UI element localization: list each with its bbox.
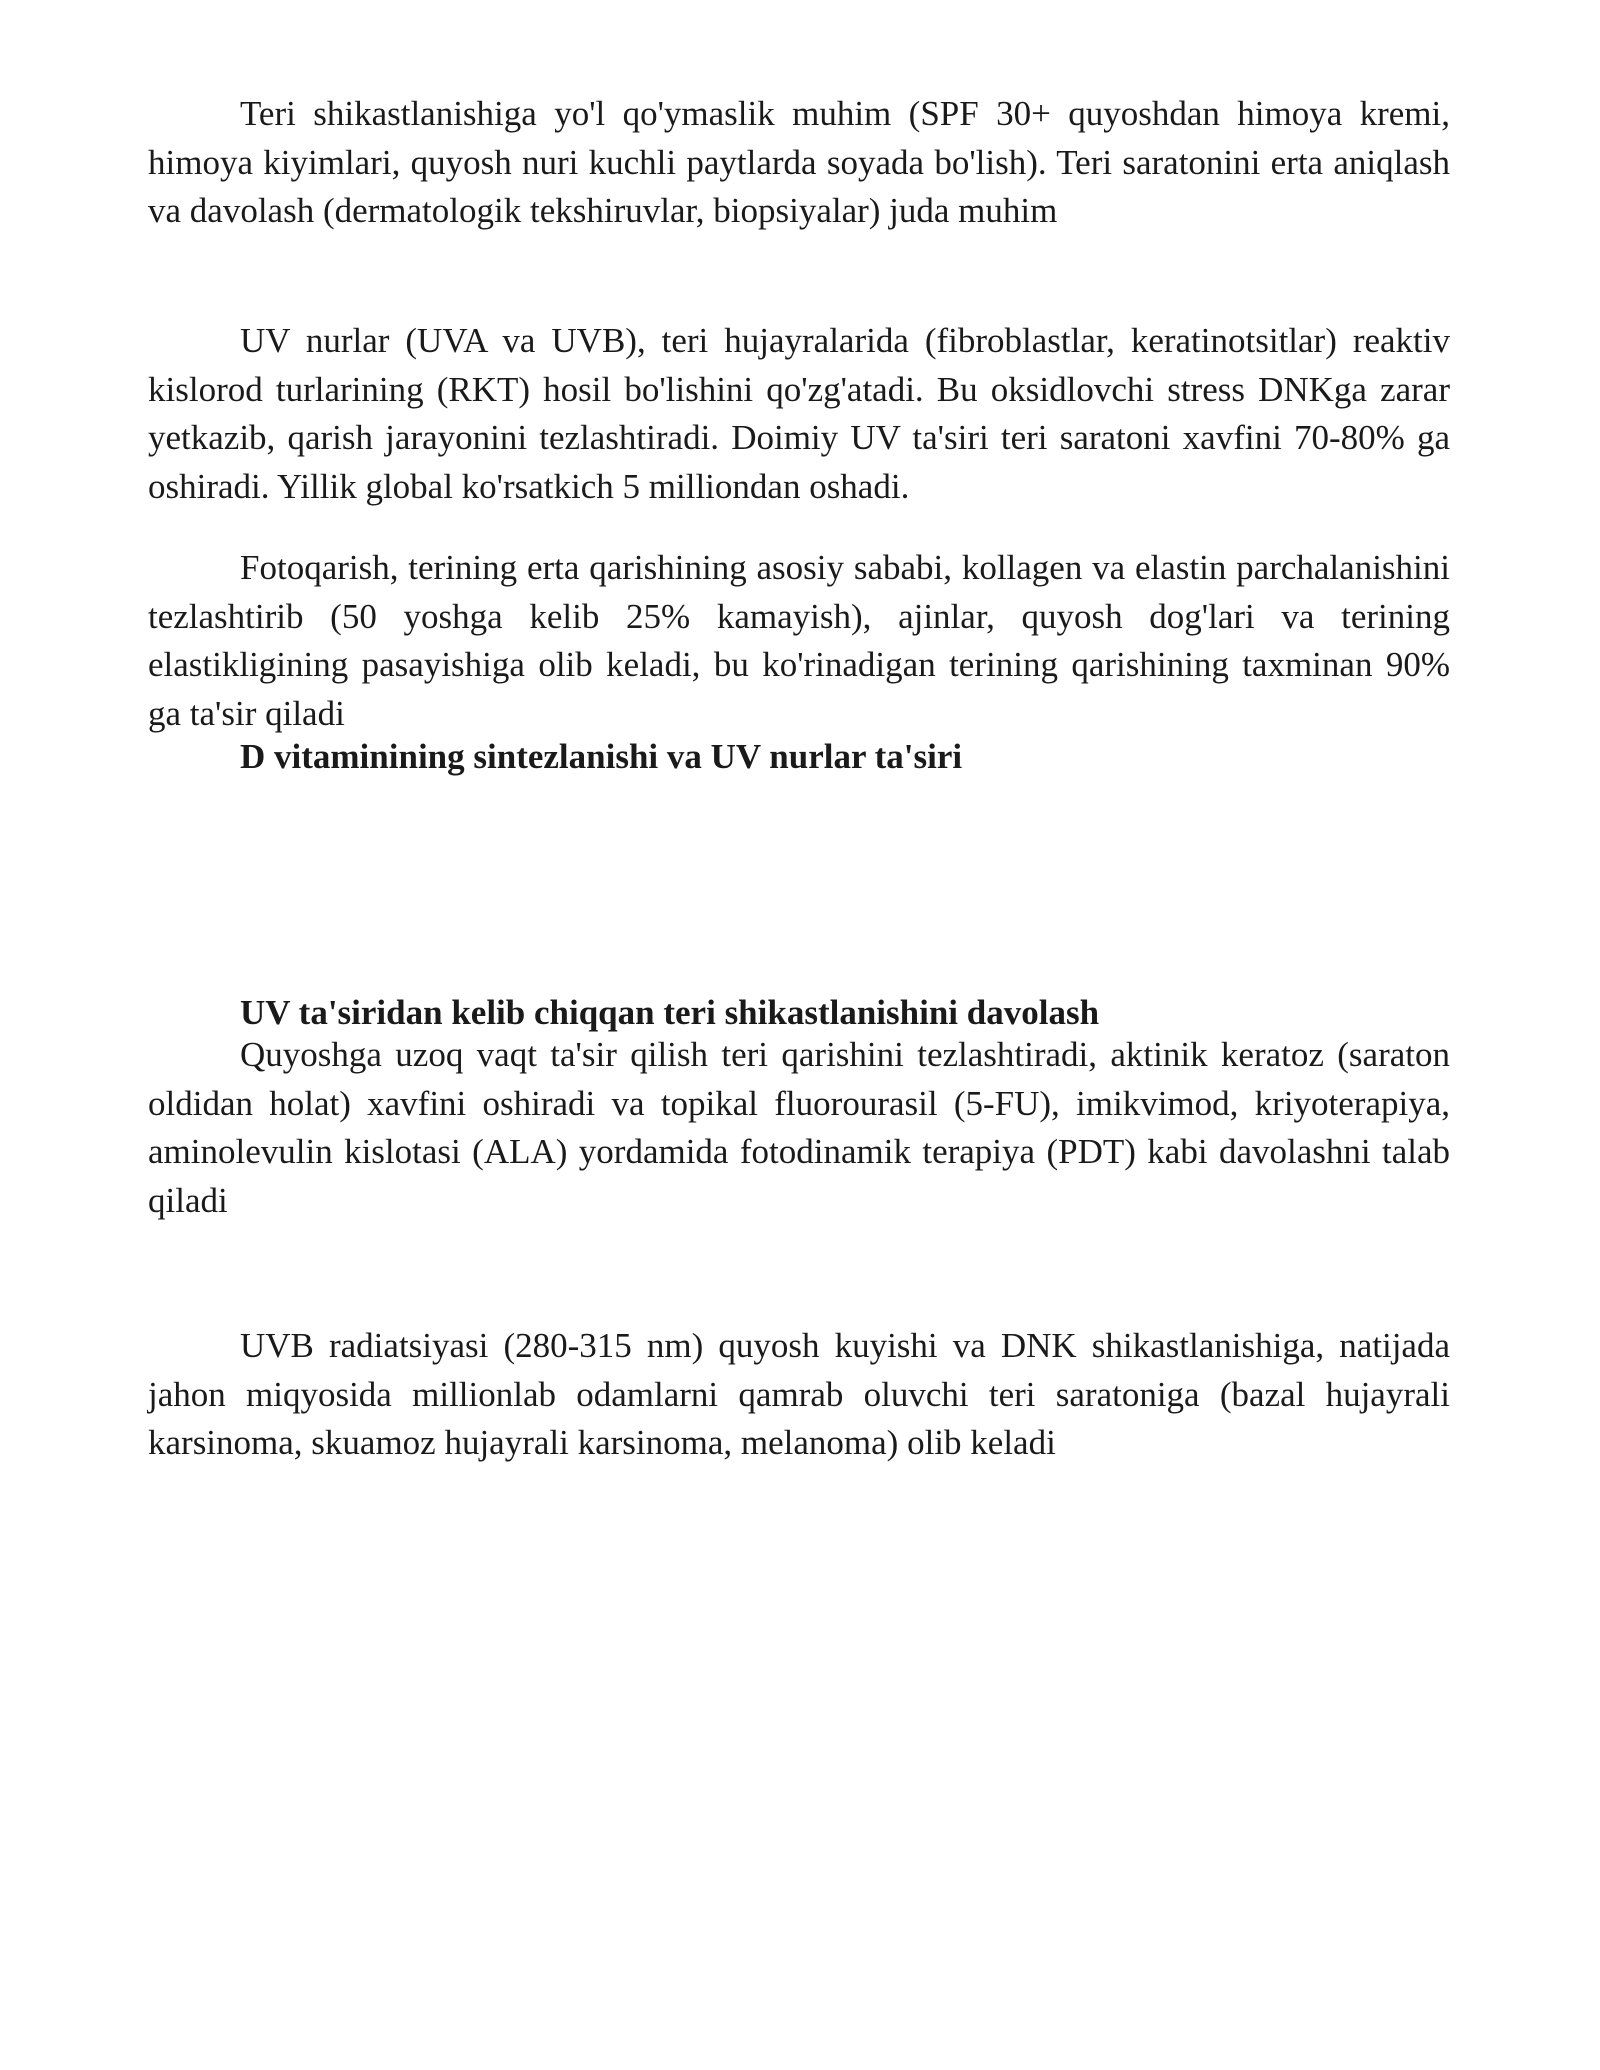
heading-vitamin-d: D vitaminining sintezlanishi va UV nurlar ta'siri	[240, 737, 963, 776]
heading-uv-damage-treatment: UV ta'siridan kelib chiqqan teri shikastlanishini davolash	[240, 993, 1100, 1032]
paragraph-actinic-keratosis: Quyoshga uzoq vaqt ta'sir qilish teri qarishini tezlashtiradi, aktinik keratoz (saraton oldidan holat) xavfini oshiradi va topikal fluorourasil (5-FU), imikvimod, kriyoterapiya, aminolevulin kislotasi (ALA) yordamida fotodinamik terapiya (PDT) kabi davolashni talab qiladi	[148, 1035, 1450, 1220]
paragraph-skin-protection: Teri shikastlanishiga yo'l qo'ymaslik muhim (SPF 30+ quyoshdan himoya kremi, himoya kiyimlari, quyosh nuri kuchli paytlarda soyada bo'lish). Teri saratonini erta aniqlash va davolash (dermatologik tekshiruvlar, biopsiyalar) juda muhim	[148, 94, 1450, 230]
paragraph-uvb-radiation: UVB radiatsiyasi (280-315 nm) quyosh kuyishi va DNK shikastlanishiga, natijada jahon miqyosida millionlab odamlarni qamrab oluvchi teri saratoniga (bazal hujayrali karsinoma, skuamoz hujayrali karsinoma, melanoma) olib keladi	[148, 1326, 1450, 1462]
paragraph-photoaging: Fotoqarish, terining erta qarishining asosiy sababi, kollagen va elastin parchalanishini tezlashtirib (50 yoshga kelib 25% kamayish), ajinlar, quyosh dog'lari va terining elastikligining pasayishiga olib keladi, bu ko'rinadigan terining qarishining taxminan 90% ga ta'sir qiladi	[148, 548, 1450, 733]
paragraph-uv-oxidative-stress: UV nurlar (UVA va UVB), teri hujayralarida (fibroblastlar, keratinotsitlar) reaktiv kislorod turlarining (RKT) hosil bo'lishini qo'zg'atadi. Bu oksidlovchi stress DNKga zarar yetkazib, qarish jarayonini tezlashtiradi. Doimiy UV ta'siri teri saratoni xavfini 70-80% ga oshiradi. Yillik global ko'rsatkich 5 milliondan oshadi.	[148, 321, 1450, 506]
